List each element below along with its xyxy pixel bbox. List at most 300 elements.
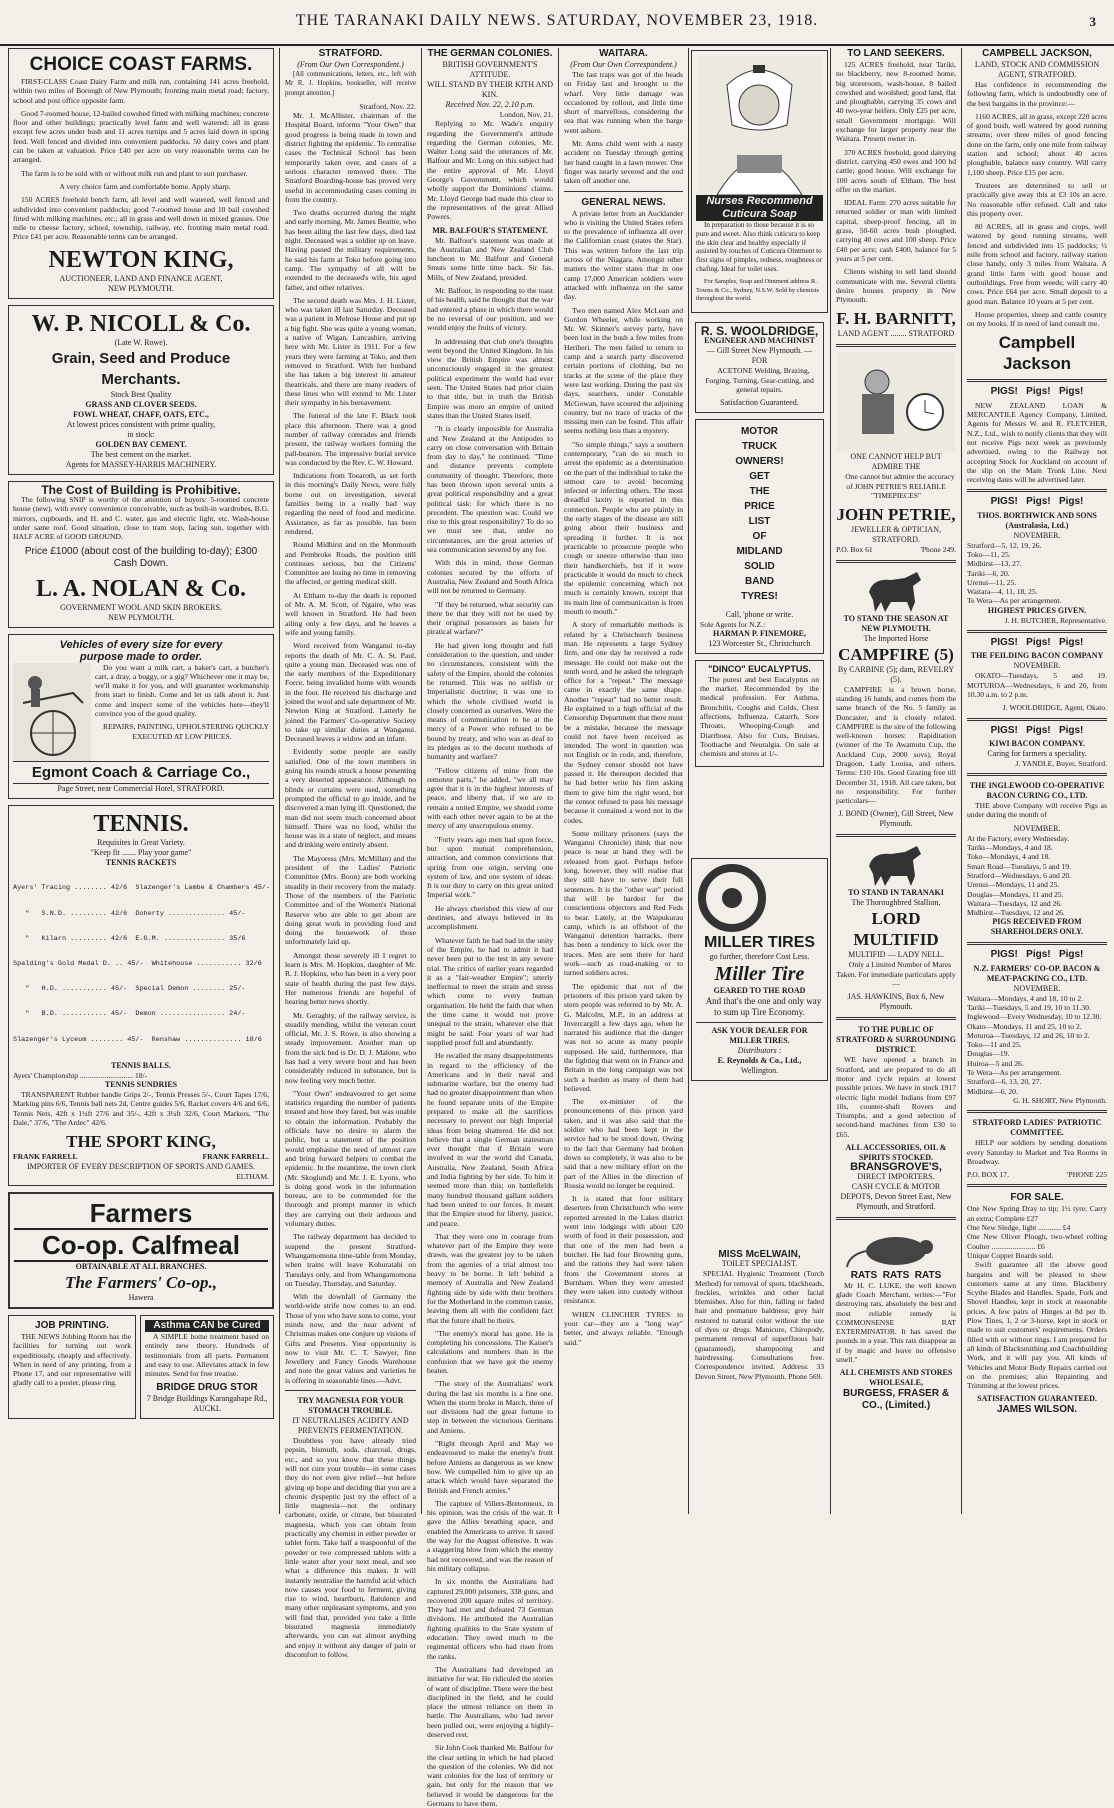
list-item: Waitara—Mondays, 4 and 18, 10 to 2. [967,993,1084,1003]
ad-subheading: TENNIS RACKETS [105,857,177,867]
rackets-list [13,868,269,1061]
ad-line: By CARBINE (5); dam, REVELRY (5). [837,664,955,684]
horse-name: LORD MULTIFID [853,909,939,950]
ad-line: MULTIFID — LADY NELL. [848,950,944,960]
advertiser-name: E. Reynolds & Co., Ltd., [717,1056,802,1065]
list-item: Tariki—Tuesdays, 5 and 19, 10 to 11.30. [967,1003,1091,1012]
list-item: Urenui—Mondays, 11 and 25. [967,880,1060,890]
advertiser-sub: GOVERNMENT WOOL AND SKIN BROKERS. [60,602,222,612]
article-paragraph: Mr. Balfour's statement was made at the Australian and New Zealand Club luncheon to Mr. Balfour and General Smuts some little time back. Sir Jas. Mills, of New Zealand, presided. [427,235,553,282]
advertiser-left: FRANK FARRELL [13,1152,78,1162]
divider [836,834,956,837]
advertiser-sub: AUCTIONEER, LAND AND FINANCE AGENT, [59,273,223,283]
ad-job-printing [8,1315,136,1419]
page-number: 3 [1089,14,1096,29]
ad-farmers-calfmeal [8,1192,274,1309]
ad-row-bottom [8,1315,274,1425]
article-paragraph: The second death was Mrs. J. H. Lister, who was taken ill last Saturday. Deceased was a patient in Melrose House and put up a big fight. She was quite a young woman, a native of Wigan, Lancashire, arriving here with Mr. Lister in 1911. For a few years they were farming at Toko, and then removed to Stratford. With her husband she has taken a big interest in amateur theatricals, and there are many readers of these lines who will extend to Mr. Lister their sympathy in his bereavement. [285,295,416,408]
ad-price: Price £1000 (about cost of the building to-day); £300 Cash Down. [24,545,258,569]
article-paragraph: Whatever faith he had had in the unity of the Empire, he had to admit it had never been put to the test in any severe trial. The critics of earlier years regarded it as a "fair-weather Empire"; utterly ineffectual to meet the strain and stress which come to every human organisation. He held the faith that when the time came it would not prove unequal to the strain, whatever else that might be said. Four years of war had supplied proof full and abundantly. [427,935,553,1047]
column-4-general-news [560,48,687,1514]
ad-heading: Nurses Recommend Cuticura Soap [696,195,823,221]
column-rule [961,48,962,1514]
divider [967,942,1107,945]
rat-icon [841,1225,951,1271]
ad-line: NOVEMBER. [1013,530,1061,540]
ad-text: FIRST-CLASS Coast Dairy Farm and milk run, containing 141 acres freehold, within two miles of Borough of New Plymouth; fronting main metal road; factory, school and post office opposite farm. [13,77,269,105]
advertiser-name: J. YANDLE, Buyer, Stratford. [1015,758,1107,768]
list-item: At the Factory, every Wednesday. [967,833,1070,843]
column-1-ads [4,48,278,1514]
advertiser-sub: ENGINEER AND MACHINIST [704,336,815,346]
list-item: One New Oliver Plough, two-wheel rolling Coulter ....................... £6 [967,1232,1107,1251]
divider [967,718,1107,721]
advertiser-name: THE SPORT KING, [66,1132,216,1152]
column-6-ads [832,48,960,1514]
list-item: Urenui—11, 25. [967,577,1017,587]
ad-line: OWNERS! [735,456,784,468]
ad-line: MOTOR [740,426,779,438]
article-paragraph: "So simple things," says a southern contemporary, "can do so much to arrest the epidemic as a determination on the part of the individual to take the utmost care to avoid becoming infected or infecting others. The most dreadful laxity is reported in this connection. People who are plainly in the early stages of the disease are still going about their business and spreading it further. It is not practicable to prosecute people who cough or sneeze otherwise than into their handkerchiefs, but if it were practicable it would do much to check the epidemic concerning which not much is certainly known, except that its main line of communication is from mouth to mouth." [564,439,683,617]
man-with-clock-illustration [837,352,955,452]
ad-line: TRUCK [742,441,777,453]
ad-text: The purest and best Eucalyptus on the market. Recommended by the medical profession. For Asthma, Bronchitis, Coughs and Colds, Chest affections, Influenza, Catarrh, Sore Throats, Whooping-Cough and Diarrhoea. Also for Cuts, Bruises, Toothache and Neuralgia. On sale at chemists and stores at 1/-. [700,674,819,759]
ad-text: And that's the one and only way to sum up Tire Economy. [705,996,822,1017]
advertiser-name: The Farmers' Co-op., [64,1272,218,1292]
ad-frame [691,50,828,313]
list-item: Midhirst—13, 27. [967,559,1022,569]
ad-midland-tyres [695,419,824,654]
ad-heading: TO THE PUBLIC OF STRATFORD & SURROUNDING DISTRICT. [836,1025,956,1055]
article-subheading: WILL STAND BY THEIR KITH AND KIN. [427,80,553,99]
article-paragraph: Evidently some people are easily satisfied. One of the town members in going his rounds struck a house presenting a very deserted appearance. Although no blinds or curtains were used, something prompted the official to go inside, and he discovered a man lying ill. Questioned, the man did not seem much concerned about himself. There was no food, whilst the house was in a state of neglect, and means and drinking were entirely absent. [285,747,416,850]
article-paragraph: The capture of Villers-Bretonneux, in his opinion, was the crisis of the war. It gave the Allies breathing space, and enabled the Americans to arrive. It saved the way for the August offensive. It was a staggering blow from which the enemy had not recovered, and was the reason of his military collapse. [427,1498,553,1573]
ad-text: ACETONE Welding, Brazing, Forging, Turning, Gear-cutting, and general repairs. [705,366,814,394]
list-item: Inglewood—Every Wednesday, 10 to 12.30. [967,1012,1102,1022]
ad-line: Sole Agents for N.Z.: [700,620,766,630]
ad-heading: THE INGLEWOOD CO-OPERATIVE BACON CURING CO., LTD. [969,781,1105,801]
divider [967,1184,1107,1187]
ad-text: Has confidence in recommending the following farm, which is undoubtedly one of the best bargains in the province:— [967,80,1107,108]
ad-line: GET [749,471,770,483]
ad-line: go further, therefore Cost Less. [709,952,810,961]
advertiser-sub: JEWELLER & OPTICIAN, STRATFORD. [851,525,941,545]
ad-nicoll [8,305,274,475]
article-paragraph: The railway department has decided to suspend the present Stratford-Whangamomona time-table from Monday, when trains will leave Kohuratahi on Tuesdays only, and from Whangamomona on Tuesday, Thursday, and Saturday. [285,1232,416,1288]
ad-line: HIGHEST PRICES GIVEN. [987,605,1087,615]
advertiser-name: JAMES WILSON. [996,1404,1077,1416]
advertiser-sub: IMPORTER OF EVERY DESCRIPTION OF SPORTS AND GAMES. [26,1161,256,1171]
article-heading: THE GERMAN COLONIES. [427,48,553,59]
list-item: Te Wera—As per arrangement. [967,596,1062,606]
ad-line: Caring for farmers a speciality. [987,748,1087,758]
article-paragraph: He recalled the many disappointments in regard to the efficiency of the Americans and in their naval and submarine warfare, but the enemy had had no greater disappointment than when he found separate units of the Empire prepared to make all the sacrifices necessary to prevent our high Imperial ideas from being shattered. He did not believe that a single German statesman ever thought that if Britain were involved in war the world did Canada, Australia, New Zealand, South Africa and India fighting by her side. To him it seemed more than this; on battlefields many hundred thousand gallant soldiers had been united to our forces. It meant that the Empire stood for liberty, justice, and peace. [427,1051,553,1228]
article-dateline: London, Nov. 21. [499,110,553,119]
ad-text: IDEAL Farm: 270 acres suitable for returned soldier or man with limited capital, sheep-proof fencing, all in grass, 50-60 acres bush ploughed, carrying 40 cows and 100 sheep. Price £40 per acre; cash £400, balance for 5 years at 5 per cent. [836,198,956,263]
advertiser-name: L. A. NOLAN & Co. [35,575,246,602]
list-item: Waitara—Tuesdays, 12 and 26. [967,898,1063,908]
article-paragraph: In addressing that club one's thoughts went beyond the United Kingdom. In his view the British Empire was almost unconsciously engaged in the greatest political experiment the world had ever seen. The United States had prior claim to that title, but in truth the British Empire was more an empire of united states than the United States itself. [427,336,553,420]
ad-line: ASK YOUR DEALER FOR MILLER TIRES. [696,1022,823,1046]
article-paragraph: Round Midhirst and on the Monmouth and Pembroke Roads, the position still continues serious, but the Citizens' Committee are losing no time in removing the affected, or getting medical skill. [285,540,416,587]
ad-line: FOWL WHEAT, CHAFF, OATS, ETC., [73,409,209,419]
newspaper-title: THE TARANAKI DAILY NEWS. SATURDAY, NOVEMBER 23, 1918. [295,12,819,29]
list-item: Tariki—6, 20. [967,568,1010,578]
advertiser-sub: (Late W. Rowe). [114,337,168,347]
ad-egmont-coach [8,634,274,799]
article-paragraph: The Australians had developed an initiative for war. He ridiculed the stories of want of discipline. There were the best disciplined in the field, and he could place the utmost reliance on them in battle. The Australians, who had never been pulled out, were enjoying a highly-deserved rest. [427,1664,553,1739]
article-note: [All communications, letters, etc., left with Mr R. J. Hopkins, bookseller, will receive prompt attention.] [285,71,416,97]
advertiser-sub: LAND, STOCK AND COMMISSION AGENT, STRATFORD. [974,60,1100,79]
contact-row [836,545,956,554]
ad-text: NEW ZEALAND LOAN & MERCANTILE Agency Company, Limited, Agents for Messrs W. and R. FLETCHER, N.Z., Ltd., wish to notify clients that they will not receive Pigs next week as previously advertised, owing to the Railway not accepting Stock for Auckland on account of the slip on the Main Trunk Line. Next receiving dates will be advertised later. [967,400,1107,485]
divider [285,1390,416,1391]
collection-list [967,834,1107,918]
ad-text: TRANSPARENT Rubber handle Grips 2/-, Tennis Presses 5/-, Court Tapes 17/6, Marking pins 6/6, Tennis ball nets 2d, Centre guides 5/6, Racket covers 4/6 and 6/6, Tennis Nets, 42ft x 1¼ft 27/6 and 35/-, 42ft x 3¼ft 32/6, Court Markers, "The Dale," 37/6, "The Ardec" 42/6. [13,1090,269,1128]
list-item: One New Spring Dray to tip; 1½ tyre; Carry an extra; Complete £27 [967,1204,1107,1223]
po-box: P.O. Box 61 [836,545,873,555]
list-item: " H.D. ........... 45/- Special Demon ........ 25/- [13,985,246,994]
article-paragraph: With this in mind, those German colonies secured by the efforts of Australia, New Zealand and South Africa will not be returned to Germany. [427,558,553,596]
article-heading: WAITARA. [599,48,648,59]
article-paragraph: The last traps was got of the heads on Friday last and brought to the wharf. Very little damage was occasioned by rollout, and little time short of marvellous, considering the sea that was running when the barge went ashore. [564,70,683,135]
divider [836,1217,956,1220]
divider [967,1110,1107,1113]
advertiser-right: FRANK FARRELL. [202,1152,269,1162]
advertiser-sub: Page Street, near Commercial Hotel, STRATFORD. [57,783,225,793]
advertiser-name: BURGESS, FRASER & CO., (Limited.) [842,1388,950,1412]
list-item: Tariki—Mondays, 4 and 18. [967,843,1053,853]
ad-choice-coast-farms [8,48,274,299]
advertiser-name: CAMPBELL JACKSON, [982,48,1092,59]
ad-heading: MILLER TIRES [703,934,816,951]
ad-heading: Grain, Seed and Produce Merchants. [51,349,231,388]
ad-text: A SIMPLE home treatment based on entirely new theory. Hundreds of testimonials from all parts. Permanent and easy to use. Alleviates attack in few minutes. Send for free treatise. [145,1331,269,1379]
list-item: Toko—11, 25. [967,549,1011,559]
article-paragraph: He always cherished this view of our destinies, and always believed in its accomplishment. [427,903,553,932]
advertiser-name: G. H. SHORT, New Plymouth. [1013,1095,1107,1105]
ad-mcelwain [691,1250,828,1510]
ad-heading: N.Z. FARMERS' CO-OP. BACON & MEAT-PACKING CO., LTD. [973,963,1101,983]
advertiser-place: 7 Bridge Buildings Karangahape Rd., AUCKL [146,1394,268,1414]
collection-list [967,541,1107,606]
ad-text: The farm is to be sold with or without milk run and plant to suit purchaser. [21,168,248,178]
advertiser-place: Hawera [128,1292,154,1302]
list-item: Huiroa—5 and 26. [967,1058,1024,1068]
phone-number: 'Phone 249. [920,545,956,555]
article-paragraph: It is stated that four military deserters from Christchurch who were reported arrested in the Lakes district went into lodgings with about £20 worth of food in their possession, and that one of the men had been a butcher. He had four Browning guns, and the rations they had were taken from the Government stores at Burnham. When they were arrested they were taken into custody without resistance. [564,1194,683,1306]
ad-text: 1160 ACRES, all in grass, except 220 acres of good bush, well watered by good running streams; over three miles of good fencing done on the farm, only one mile from railway station and school; about 40 acres ploughable, balance easy country. Will carry 1,100 sheep. Price £15 per acre. [967,111,1107,177]
ad-line: Ayers' Championship ............................ 18/- [13,1070,148,1080]
column-7-ads [963,48,1111,1514]
ad-text: SPECIAL Hygienic Treatment (Torch Method) for removal of spots, blackheads, freckles, wrinkles and other facial blemishes. Also for thin, falling or faded hair and premature baldness; grey hair restored to natural color without the use of dyes or drugs. Manicure, Chiropody, permanent removal of superfluous hair (guaranteed), shampooing and hairdressing. Consultations free. Correspondence invited. Address: 33 Devon Street, New Plymouth. Phone 569. [695,1269,824,1381]
article-paragraph: "Right through April and May we endeavoured to make the enemy's front before Amiens as dangerous as we knew how. We compelled him to give up an attack which would have separated the British and French armies." [427,1439,553,1495]
ad-cuticura [691,50,828,319]
ad-line: OBTAINABLE AT ALL BRANCHES. [75,1261,207,1271]
advertiser-place: CASH CYCLE & MOTOR DEPOTS, Devon Street East, New Plymouth, and Stratford. [840,1182,952,1212]
ad-text: Good 7-roomed house, 12-bailed cowshed fitted with milking machines; concrete floor and other buildings; practically level farm and well watered; all in grass except few acres under bush and 11 acres turnips and 5 acres laid down in spring feed. Well fenced and divided into convenient paddocks. 50 dairy cows and plant can be taken at valuation. Price £40 per acre on very reasonable terms can be arranged. [13,108,269,165]
article-paragraph: "Forty years ago men had upon force, but upon mutual comprehension, attraction, and common convictions that spring from one origin, serving one system of law, and one system of ideas. It is our duty to carry on this great united Imperial work." [427,834,553,900]
list-item: Spalding's Gold Medal D. .. 45/- Whitehouse ........... 32/6 [13,960,262,968]
ad-text: House properties, sheep and cattle country on my books. If in need of land consult me. [967,309,1107,329]
article-paragraph: "If they be returned, what security can there be that they will not be used by their original possessors as bases for piratical warfare?" [427,599,553,637]
ad-line: LIST [748,516,771,528]
ad-line: TYRES! [741,591,778,603]
article-paragraph: "It is clearly impossible for Australia and New Zealand at the Antipodes to carry on close conversation with Britain from day to day," he continued. "Time and distance prevents complete community of thought. Therefore, there has been thrown upon several units a great political responsibility and a great political task: for which there is no precedent. The question was: Could we rise to this great responsibility? To do so we must see that, under no circumstances, are the great arteries of sea communication severed by any foe. [427,424,553,555]
advertiser-signature: Campbell Jackson [998,333,1076,374]
article-paragraph: WHEN CLINCHER TYRES to your car—they are a "long way" better, and always reliable. "Enough said." [564,1309,683,1347]
ad-line: ALL CHEMISTS AND STORES WHOLESALE, [839,1368,953,1388]
masthead [0,0,1114,46]
pigs-heading: PIGS! Pigs! Pigs! [990,724,1084,736]
advertiser-name: BRIDGE DRUG STOR [156,1382,258,1394]
divider [836,344,956,347]
advertiser-name: HARMAN P. FINEMORE, [712,629,807,639]
ad-text: In preparation to those because it is so pure and sweet. Also think cuticura to keep the skin clear and healthy especially if assisted by touches of Cuticura Ointment to first signs of pimples, redness, roughness or chafing. Ideal for toilet uses. [696,221,823,273]
article-paragraph: "The enemy's moral has gone. He is completing his concessions. The Kaiser's calculations and numbers than in the confusion that we have got the enemy beaten. [427,1328,553,1375]
ad-text: OKATO—Tuesdays, 5 and 19. MOTUROA—Wednesdays, 6 and 20, from 10.30 a.m. to 2 p.m. [967,671,1107,699]
ad-text: CAMPFIRE is a brown horse, standing 16 hands, and comes from the same branch of the No. 5 family as Doncaster, and is closely related. CAMPFIRE is the sire of the following well-known horses: Rapiditation (winner of the Te Awamutu Cup, the Auckland Cup, 2000 sovs), Royal Dragoon, Lady Louisa, and others. Terms: £10 10s. Good Grazing free till December 31, 1918. All care taken, but no responsibility. For further particulars— [836,684,956,806]
advertiser-name: J. BOND (Owner), Gill Street, New Plymouth. [838,809,954,829]
ad-line: NOVEMBER. [1013,661,1061,671]
ad-line: Agents for MASSEY-HARRIS MACHINERY. [65,459,217,469]
ad-text: Only a Limited Number of Mares Taken. For immediate particulars apply— [836,960,956,989]
article-paragraph: Indications from Toearoth, as set forth in this morning's Daily News, were fully borne out on investigation, several families being in a really bad way regarding the need of food and medicine. Assistance, as far as possible, has been rendered. [285,471,416,536]
ad-heading: Vehicles of every size for every [59,638,223,651]
article-paragraph: A story of remarkable methods is related by a Christchurch business man. He represents a large Sydney firm, and one day he received a rude message. He could not make out the tenth word, and he asked the telegraph office for a "repeat." The message came in exactly the same shape. Another "repeat" had no better result. He explained to a high official of the Censorship Department that there must be a mistake, because the message could not have been received as intended. The word in question was not English or in code, and, therefore, the Sydney censor should not have passed it. He thereupon decided that he had better write his firm asking them to give him the right word, but the censor refused to pass his message because it contained a word not in the codes. [564,620,683,825]
advertiser-name: R. S. WOOLDRIDGE, [700,324,819,338]
divider [836,1017,956,1020]
ad-subheading: TENNIS BALLS. [110,1060,172,1070]
advertiser-sub: LAND AGENT ........ STRATFORD [837,329,955,339]
article-paragraph: Mr. Balfour, in responding to the toast of his health, said he thought that the war had entered a phase in which there would be no reversal of our position, and we would enjoy the fruits of victory. [427,286,553,333]
advertiser-name: Egmont Coach & Carriage Co., [13,761,269,784]
ad-text: 125 ACRES freehold, near Tariki, no blackberry, new 8-roomed home, big storeroom, wash-house, 8 bailed cowshed and woolshed; good land, flat and ploughable, carrying 35 cows and 40 two-year heifers. Only £25 per acre, small Government mortgage. Will exchange for larger property near the Waitara. Present owner in. [836,60,956,144]
article-paragraph: "The story of the Australians' work during the last six months is a fine one. When the storm broke in March, three of our divisions had the great fortune to step in between the victorious Germans and Amiens. [427,1379,553,1435]
ad-heading: RATS RATS RATS [850,1270,942,1282]
ad-heading: JOB PRINTING. [35,1319,109,1331]
divider [564,191,683,192]
list-item: One New Sledge, light ............ £4 [967,1223,1071,1233]
article-paragraph: Word received from Wanganui to-day reports the death of Mr. C. A. St. Paul, quite a young man. Deceased was one of the early members of the Expeditionary Force, being invalided home with wounds in the foot. He received his discharge and joined the wool and sale department of Mr. Newton King at Stratford. Latterly he joined the Farmers' Co-operative Society to take up similar duties at Wanganui. Deceased leaves a widow and an infant. [285,641,416,744]
article-subheading: MR. BALFOUR'S STATEMENT. [432,225,548,235]
article-paragraph: The funeral of the late F. Black took place this afternoon. There was a good number of railway comrades and friends present, the railway workers forming the pall-bearers. The impressive burial service was conducted by the Rev. C. W. Howard. [285,411,416,467]
advertiser-sub: DIRECT IMPORTERS. [857,1172,935,1182]
ad-heading: Co-op. Calfmeal [14,1228,268,1262]
ad-heading: Asthma CAN be Cured [145,1320,269,1332]
article-paragraph: Replying to Mr. Wade's enquiry regarding the Government's attitude regarding the German colonies, Mr. Walter Long said the utterances of Mr. Balfour and Mr. Long on this subject had the entire approval of Mr. Lloyd George's Government, which would wholly support the Dominions' claims. Mr. Lloyd George had made this clear to the representatives of the great Allied Powers. [427,119,553,222]
ad-dinco [695,660,824,767]
article-paragraph: That they were one in courage from whatever part of the Empire they were drawn, was the greatest joy to be taken from the agonies of a trial almost too heavy to be borne. It left behind a memory of Australia and New Zealand fighting side by side with their brothers for the Motherland in the common cause, leaving them all with the confident fact that the future shall be theirs. [427,1231,553,1325]
ad-heading: "DINCO" EUCALYPTUS. [708,664,811,675]
ad-heading: TO STAND IN TARANAKI [848,888,944,898]
list-item: Midhirst—6, 20. [967,1086,1018,1096]
column-3-german-colonies [423,48,557,1808]
ad-text: HELP our soldiers by sending donations every Saturday to Market and Tea Rooms in Broadway. [967,1138,1107,1166]
ad-text: Do you want a milk cart, a baker's cart, a butcher's cart, a dray, a buggy, or a gig? Whichever one it may be, we'll make it for you, and will guarantee workmanship from start to finish. Come and let us talk about it. Just come and inspect some of the vehicles here—they'll convince you of the good quality. [95,662,269,719]
phone-number: 'PHONE 225 [1067,1170,1107,1180]
advertiser-name: BRANSGROVE'S, [850,1161,942,1174]
article-heading: STRATFORD. [318,48,383,59]
column-rule [279,48,280,1514]
article-byline: (From Our Own Correspondent.) [297,60,404,69]
advertiser-name: NEWTON KING, [48,246,234,273]
list-item: Douglas—19. [967,1049,1010,1059]
divider [836,560,956,563]
ad-text: Mr H. C. LUKE, the well known glade Coach Merchant, writes:—"For destroying rats, absolutely the best and most reliable remedy is COMMONSENSE RAT EXTERMINATOR. It has saved the pounds in a year. This rats disappear as if by magic and leave no offensive smell." [836,1280,956,1364]
ad-text: The following SNIP is worthy of the attention of buyers: 5-roomed concrete house (new), with every convenience conceivable, such as built-in wardrobes, B.G. mirrors, cupboards, and H. and C. water, gas and electric light, etc. Wash-house under same roof. Good situation, close to tram stop, facing sun, together with HALF ACRE of GOOD GROUND. [13,495,269,542]
ad-text: Swift guarantee all the above good bargains and will be pleased to show customers same at any time. Blackberry Scythe Blades and Handles. Spade, Fork and Shovel Handles, kept in stock at reasonable prices. A few pairs of Hinges at 8d per lb. Plow Tines, 1, 2 or 3-horse, kept in stock or made to suit customers' requirements. Orders filled with or without rings. I am prepared for all kinds of Blacksmithing and Coachbuilding Work, and it will pay you. All kinds of Vehicles and Motor Body Repairs carried out on the premises; also Repainting and Trimming at the lowest prices. [967,1260,1107,1391]
ad-heading: CHOICE COAST FARMS. [29,54,253,75]
ad-line: At lowest prices consistent with prime quality, [66,419,216,429]
ad-line: NOVEMBER. [1013,823,1061,833]
ad-line: Call, 'phone or write. [725,610,794,620]
ad-heading: Farmers [89,1197,193,1228]
ad-heading: THE FEILDING BACON COMPANY [970,651,1104,661]
ad-heading: TENNIS. [93,810,189,837]
ad-line: SATISFACTION GUARANTEED. [977,1394,1097,1404]
ad-line: GRASS AND CLOVER SEEDS. [85,399,197,409]
nurse-illustration [697,55,822,195]
list-item: Stratford—6, 13, 20, 27. [967,1077,1042,1087]
advertiser-name: J. H. BUTCHER, Representative. [1004,615,1107,625]
advertiser-name: MISS McELWAIN, [718,1249,801,1260]
article-heading: TRY MAGNESIA FOR YOUR STOMACH TROUBLE. [297,1396,404,1416]
ad-text: WE have opened a branch in Stratford, and are prepared to do all motor and cycle repairs at lowest possible prices. We have in stock 1917 electric light model Indians from £97 10s, counter-shaft Rovers and Triumphs, and a good selection of second-hand machines from £30 to £65. [836,1055,956,1139]
ad-text: THE NEWS Jobbing Room has the facilities for turning out work expeditiously, cheaply and effectively. When in need of any printing, from a Phone 17, and our representative will gladly call to a poster, please ring. [13,1331,131,1388]
article-paragraph: Sir John Cook thanked Mr. Balfour for the clear setting in which he had placed the question of the colonies. We did not want colonies for the lust of territory or gain, but only for the reason that we believed it would be dangerous for the Germans to have them. [427,1743,553,1808]
ad-heading: KIWI BACON COMPANY. [989,738,1085,748]
divider [967,630,1107,633]
advertiser-place: ELTHAM. [236,1171,269,1181]
advertiser-name: W. P. NICOLL & Co. [31,310,251,337]
list-item: Stratford—5, 12, 19, 26. [967,540,1042,550]
ad-line: BAND [745,576,774,588]
article-subheading: IT NEUTRALISES ACIDITY AND PREVENTS FERMENTATION. [292,1416,409,1436]
list-item: Okato—Mondays, 11 and 25, 10 to 2. [967,1021,1082,1031]
article-paragraph: The ex-minister of the pronouncements of this prison yard taken, and it was also said that the soldier who had been kept in the service had to be stood down. Owing to the fact that Germany had broken down so completely, it was also to be said that a new military effort on the part of the Allies in the direction of Russia would no longer be required. [564,1097,683,1190]
advertiser-place: NEW PLYMOUTH. [108,283,174,293]
pigs-heading: PIGS! Pigs! Pigs! [990,496,1084,508]
advertiser-row [13,1152,269,1161]
ad-line: ALL ACCESSORIES, OIL & SPIRITS STOCKED. [845,1143,947,1163]
divider [967,379,1107,382]
list-item: Stratford—Wednesdays, 6 and 20. [967,870,1072,880]
article-paragraph: A private letter from an Aucklander who is visiting the United States refers to the prevalence of influenza all over the Californian coast (states the Star). This was written before the last trip across of the Niagara. Amongst other matters the writer states that in one camp 17,000 American soldiers were attacked with influenza on the same day. [564,208,683,302]
column-rule [421,48,422,1514]
ad-line: GOLDEN BAY CEMENT. [95,439,187,449]
column-2-stratford [281,48,420,1659]
article-paragraph: At Eltham to-day the death is reported of Mr. A. M. Scott, of Ngaire, who was well known in Stratford. He had been ailing only a few days, and he leaves a wife and young family. [285,590,416,637]
sale-list [967,1204,1107,1260]
list-item: Unique Copper Boards sold. [967,1250,1054,1260]
ad-line: NOVEMBER. [1013,983,1061,993]
ad-text: 150 ACRES freehold bench farm, all level and well watered, well fenced and subdivided into convenient paddocks; good 7-roomed house and 10 bail cowshed fitted with milking machines, etc.; all in grass and well down in mixed grasses. One mile to cheese factory, school, township, railway, etc. fronting main metal road. Price £41 per acre. Reasonable terms can be arranged. [13,195,269,242]
ad-line: Requisites in Great Variety. [97,837,185,847]
article-paragraph: Mr. Arms child went with a nasty accident on Tuesday through getting her hand caught in a lawn mower. One finger was nearly severed and the end taken off another one. [564,139,683,186]
ad-subheading: TENNIS SUNDRIES [104,1080,178,1090]
list-item: Smart Road—Tuesdays, 5 and 19. [967,861,1071,871]
article-paragraph: Doubtless you have already tried pepsin, bismuth, soda, charcoal, drugs, etc., and so you know that these things will not cure your trouble—in some cases they do not even give relief—but before giving up hope and deciding that you are a chronic dyspeptic just try the effect of a little magnesia—not the ordinary carbonate, oxide, or citrate, but bisurated magnesia, which you can obtain from practically any chemist in either powder or tablet form. Take half a teaspoonful of the powder or two compressed tablets with a little water after your next meal, and see what a difference this makes. It will instantly neutralise the harmful acid which now causes your food to ferment, giving rise to wind, heartburn, flatulence and many other unpleasant symptoms, and you will find that, provided you take a little bisurated magnesia immediately afterwards, you can eat almost anything and enjoy it without any danger of pain or discomfort to follow. [285,1436,416,1659]
article-paragraph: In six months the Australians had captured 29,000 prisoners, 338 guns, and recovered 200 square miles of territory. They had met and defeated 73 German divisions. He attributed the Australian fighting qualities to the State system of education. They owed much to the regimental officers who had risen from the ranks. [427,1577,553,1661]
list-item: Te Wera—As per arrangement. [967,1068,1062,1078]
pigs-heading: PIGS! Pigs! Pigs! [990,386,1084,398]
article-paragraph: "Fellow citizens of mine from the remotest parts," he added, "we all may agree that it is in the highest interests of peace, and liberty that, if we are to remain a united Empire, we should come with each other never again to be at the mercy of any unscrupulous enemy. [427,765,553,831]
article-paragraph: Two men named Alex McLean and Gordon Wheeler, while working on Mr. W. Skinner's survey party, have been lost in the bush a few miles from Heriheri. The men failed to return to camp and a search party discovered certain portions of clothing, but no tracks at the scene of the place they were last working. During the past six days, searchers, under Constable McGowan, have scoured the adjoining country, but no trace of tracks of the missing men can be found. This affair seems nothing less than a mystery. [564,305,683,436]
list-item: " S.N.D. ......... 42/6 Doherty .............. 45/- [13,909,246,918]
article-paragraph: "Your Own" endeavoured to get some statistics regarding the number of patients treated and how they fared, but was unable to obtain the information. Probably the officials have no desire to alarm the public, but a statement of the position would emphasise the need of utmost care and bring forward helpers to combat the epidemic. In the meantime, the town clerk (Mr. Skoglund) and Mr. J. E. Lyons, who is doing good work in the information bureau, are to be commended for the thorough and prompt manner in which they are carrying out their arduous and voluntary duties. [285,1088,416,1229]
ad-heading: The Cost of Building is Prohibitive. [41,482,241,497]
horse-name: CAMPFIRE (5) [838,644,954,664]
list-item: Ayers' Tracing ........ 42/6 Slazenger's Lambe & Chambers 45/- [13,884,270,893]
list-item: Waitara—4, 11, 18, 25. [967,587,1038,597]
article-subheading: BRITISH GOVERNMENT'S ATTITUDE. [442,60,538,79]
article-paragraph: Mr. Geraghty, of the railway service, is steadily mending, whilst the veteran court official, Mr. J. S. Rowe, is also showing a steady improvement. Another man up from the sick bed is Dr. D. J. Malone, who has had a very severe bout and has been considerably reduced in substance, but is now feeling very much better. [285,1010,416,1085]
ad-heading: FOR SALE. [1010,1192,1064,1204]
ad-heading: THOS. BORTHWICK AND SONS (Australasia, Ltd.) [977,510,1097,530]
column-rule [688,48,689,1514]
advertiser-name: JAS. HAWKINS, Box 6, New Plymouth. [847,992,945,1012]
ad-text: 370 ACRES freehold, good dairying district, carrying 450 ewes and 100 hd cattle; good house. Will exchange for 100 acres south of Eltham. The best offer on the market. [836,147,956,194]
article-paragraph: Mr. J. McAllister, chairman of the Hospital Board, informs "Your Own" that good progress is being made in town and district fighting the epidemic. To centralise cases the Technical School has been temporarily taken over, and cases of a serious character removed there. The Stratford Boarding-house has proved very useful in accommodating cases coming in from the country. [285,111,416,204]
advertiser-name: JOHN PETRIE, [836,505,956,525]
ad-text: One cannot but admire the accuracy of JOHN PETRIE'S RELIABLE "TIMEPIECES" [845,472,955,501]
list-item: Toko—11 and 25. [967,1040,1022,1050]
ad-line: Satisfaction Guaranteed. [720,398,799,408]
ad-line: in stock: [127,429,155,439]
cart-illustration [13,663,91,761]
article-paragraph: With the downfall of Germany the world-wide strife now comes to an end. Those of you who have sons to come, your minds now, and the near advent of Christmas makes one conjure up visions of Gifts and Presents. Your opportunity is now to visit Mr. C. T. Sawyer, fine Jewellery and Fancy Goods Warehouse and note the great values and varieties he is offering in seasonable lines.—Advt. [285,1292,416,1385]
column-rule [558,48,559,1514]
article-paragraph: Two deaths occurred during the night and early morning. Mr. James Beattie, who has been ailing the last few days, died last night. Deceased was a soldier up on leave. Having passed the military requirements, he said his farm at Toko before going into camp. The sympathy of all will be extended to the deceased's wife, his aged father, and other relatives. [285,208,416,292]
pigs-heading: PIGS! Pigs! Pigs! [990,949,1084,961]
ad-line: The best cement on the market. [90,449,192,459]
horse-icon [861,568,931,614]
divider [967,489,1107,492]
advertiser-sub: TOILET SPECIALIST. [721,1259,798,1269]
article-paragraph: The Mayoress (Mrs. McMillan) and the president of the Ladies' Patriotic Committee (Mrs. Boon) are both working steadily in their recovery from the malady. Those of the members of the Patriotic Committee and of the Women's National Reserve who are able to get about are doing great work in providing food and doing the housework of those unfortunately laid up. [285,853,416,947]
list-item: " B.D. ........... 45/- Demon ................ 24/- [13,1010,246,1019]
ad-line: The Thoroughbred Stallion, [851,898,941,908]
advertiser-place: — Gill Street New Plymouth. — [706,346,813,356]
list-item: Douglas—Mondays, 11 and 25. [967,889,1064,899]
article-dateline: Stratford, Nov. 22. [359,101,416,111]
ad-tennis [8,805,274,1186]
ad-line: PRICE [744,501,775,513]
advertiser-place: Wellington. [740,1066,779,1075]
advertiser-name: J. WOOLDRIDGE, Agent, Okato. [1002,703,1107,713]
ad-wooldridge [695,322,824,413]
ad-heading: TO STAND THE SEASON AT NEW PLYMOUTH. [843,613,949,633]
ad-text: For Samples, Soap and Ointment address R. Towns & Co., Sydney, N.S.W. Sold by chemists throughout the world. [696,277,819,303]
ad-line: MIDLAND [736,546,783,558]
ad-heading: TO LAND SEEKERS. [847,48,945,59]
divider [967,773,1107,776]
advertiser-place: NEW PLYMOUTH. [108,612,174,622]
ad-line: "Keep fit ....... Play your game" [90,847,192,857]
ad-line: PIGS RECEIVED FROM SHAREHOLDERS ONLY. [990,917,1084,937]
ad-brand: Miller Tire [714,963,805,985]
ad-heading: STRATFORD LADIES' PATRIOTIC COMMITTEE. [972,1118,1102,1138]
ad-text: REPAIRS, PAINTING, UPHOLSTERING QUICKLY EXECUTED AT LOW PRICES. [103,722,269,741]
article-heading: GENERAL NEWS. [581,196,666,208]
ad-line: THE [749,486,770,498]
advertiser-place: 123 Worcester St., Christchurch [708,639,811,649]
article-paragraph: The epidemic that not of the prisoners of this prison yard taken by stern people was referred to by Mr. A. G. Malcolm, M.P., in an address at Invercargill a few days ago, when he narrated his audience that the danger was not so acute as many people supposed. He said, furthermore, that the fighting that went on in France and Britain in the long campaign was not such a burden as many of them had believed. [564,981,683,1093]
article-paragraph: He had given long thought and full consideration to the question, and under no circumstances, consistent with the safety of the Empire, should the colonies be returned. This was no selfish or Imperialistic doctrine; it was one to which the whole civilised world is closely concerned as ourselves. Were the means of communication to be at the mercy of a Power who refused to be bound by treaty, and who was as deaf to its pledges as to the decent methods of humanity and warfare? [427,640,553,762]
ad-text: A very choice farm and comfortable home. Apply sharp. [59,181,231,191]
horse-icon [861,842,931,888]
